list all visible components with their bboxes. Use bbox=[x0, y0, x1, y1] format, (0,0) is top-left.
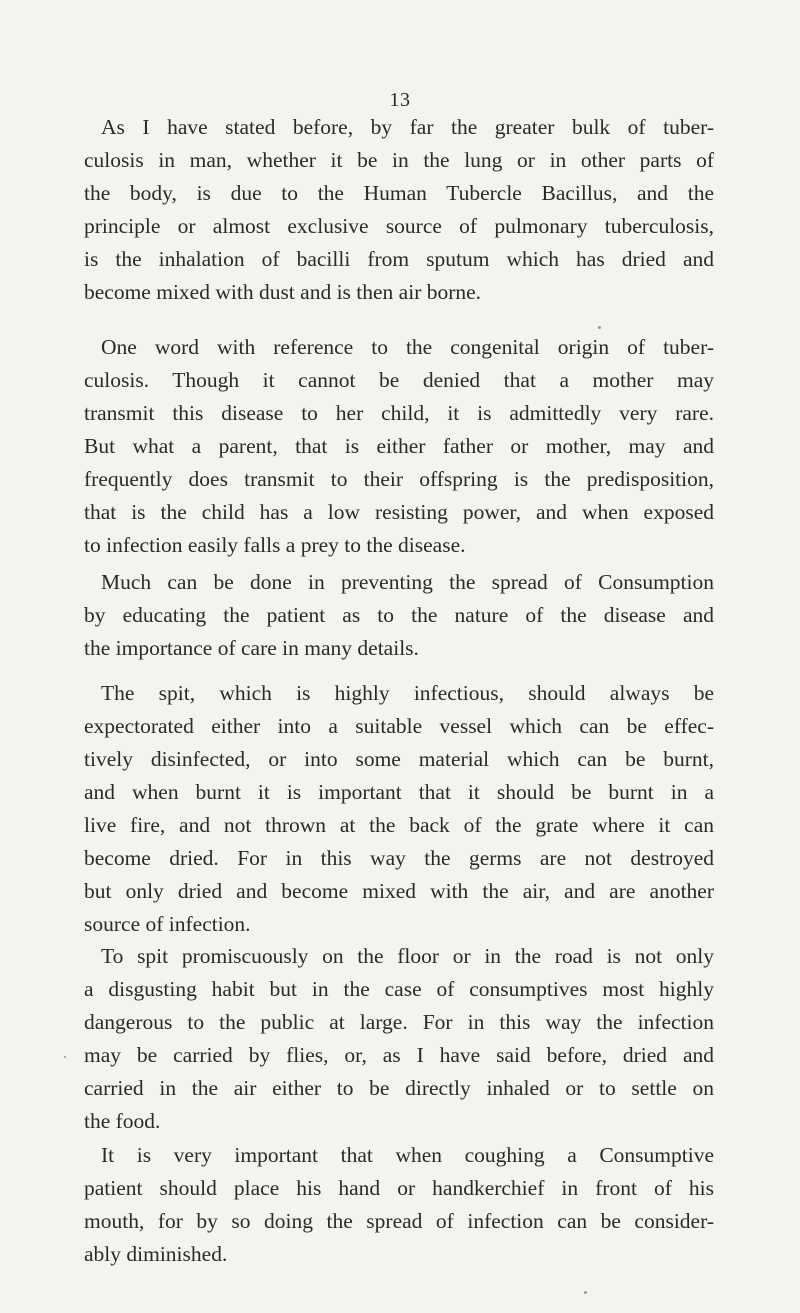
text-line: to infection easily falls a prey to the disease. bbox=[84, 533, 466, 557]
text-line: dangerous to the public at large. For in this way the infection bbox=[84, 1010, 714, 1034]
text-line: But what a parent, that is either father or mother, may and bbox=[84, 434, 714, 458]
text-line: the food. bbox=[84, 1109, 161, 1133]
text-line: is the inhalation of bacilli from sputum which has dried and bbox=[84, 247, 714, 271]
text-line: principle or almost exclusive source of pulmonary tuberculosis, bbox=[84, 214, 714, 238]
text-line: It is very important that when coughing a Consumptive bbox=[101, 1143, 714, 1167]
text-line: tively disinfected, or into some material which can be burnt, bbox=[84, 747, 714, 771]
text-line: and when burnt it is important that it should be burnt in a bbox=[84, 780, 714, 804]
page-number: 13 bbox=[389, 89, 411, 111]
text-line: but only dried and become mixed with the air, and are another bbox=[84, 879, 714, 903]
text-line: culosis. Though it cannot be denied that a mother may bbox=[84, 368, 714, 392]
text-line: patient should place his hand or handkerchief in front of his bbox=[84, 1176, 714, 1200]
text-line: transmit this disease to her child, it is admittedly very rare. bbox=[84, 401, 714, 425]
text-line: One word with reference to the congenital origin of tuber- bbox=[101, 335, 714, 359]
text-line: To spit promiscuously on the floor or in the road is not only bbox=[101, 944, 714, 968]
scan-speck bbox=[64, 1056, 66, 1058]
text-line: the importance of care in many details. bbox=[84, 636, 419, 660]
text-line: Much can be done in preventing the spread of Consumption bbox=[101, 570, 714, 594]
paragraph-4 bbox=[84, 677, 714, 941]
text-line: the body, is due to the Human Tubercle Bacillus, and the bbox=[84, 181, 714, 205]
text-line: expectorated either into a suitable vessel which can be effec- bbox=[84, 714, 714, 738]
text-line: As I have stated before, by far the greater bulk of tuber- bbox=[101, 115, 714, 139]
text-line: become dried. For in this way the germs are not destroyed bbox=[84, 846, 714, 870]
scan-speck bbox=[584, 1291, 587, 1294]
paragraph-1 bbox=[84, 111, 714, 309]
text-line: culosis in man, whether it be in the lung or in other parts of bbox=[84, 148, 714, 172]
text-line: may be carried by flies, or, as I have said before, dried and bbox=[84, 1043, 714, 1067]
text-line: The spit, which is highly infectious, should always be bbox=[101, 681, 714, 705]
text-line: source of infection. bbox=[84, 912, 251, 936]
paragraph-3 bbox=[84, 566, 714, 665]
text-line: by educating the patient as to the nature of the disease and bbox=[84, 603, 714, 627]
scan-speck bbox=[598, 326, 601, 329]
text-line: a disgusting habit but in the case of consumptives most highly bbox=[84, 977, 714, 1001]
text-line: carried in the air either to be directly inhaled or to settle on bbox=[84, 1076, 714, 1100]
paragraph-6 bbox=[84, 1139, 714, 1271]
text-line: frequently does transmit to their offspring is the predisposition, bbox=[84, 467, 714, 491]
paragraph-5 bbox=[84, 940, 714, 1138]
paragraph-2 bbox=[84, 331, 714, 562]
text-line: live fire, and not thrown at the back of the grate where it can bbox=[84, 813, 714, 837]
text-line: become mixed with dust and is then air borne. bbox=[84, 280, 482, 304]
text-line: ably diminished. bbox=[84, 1242, 228, 1266]
text-line: mouth, for by so doing the spread of infection can be consider- bbox=[84, 1209, 714, 1233]
text-line: that is the child has a low resisting power, and when exposed bbox=[84, 500, 714, 524]
